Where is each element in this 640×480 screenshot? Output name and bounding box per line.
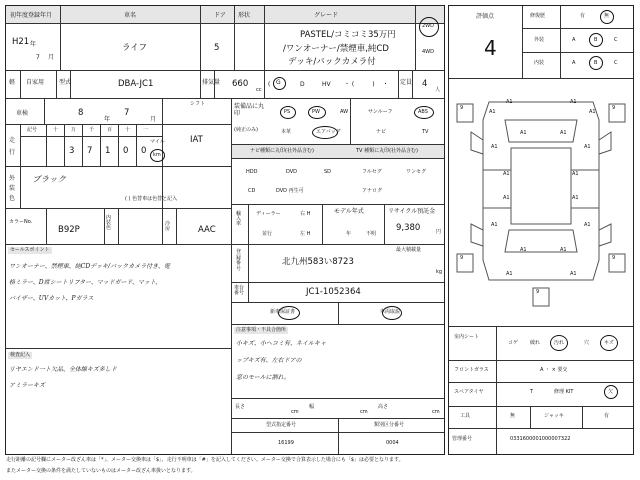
category-no-label: 類別区分番号: [374, 422, 405, 428]
grade-line-1: PASTEL/コミコミ35万円: [300, 30, 396, 40]
jack-value: 有: [604, 413, 610, 419]
fuel-g: G: [276, 79, 281, 86]
mark-a1-17: A1: [506, 271, 513, 277]
mark-a1-15: A1: [520, 247, 527, 253]
width-unit: cm: [360, 409, 368, 415]
small-car-label: 軽: [9, 79, 16, 86]
new-car-warranty: 新車保証書: [270, 309, 296, 315]
seat-opt-stain: 汚れ: [554, 340, 565, 346]
tv-analog: アナログ: [362, 188, 383, 194]
mark-a1-7: A1: [491, 144, 498, 150]
height-unit: cm: [432, 409, 440, 415]
inspection-month-unit: 月: [150, 116, 157, 123]
ac-value: AAC: [198, 225, 216, 235]
mileage-header-1: 一: [143, 127, 149, 133]
recycle-label: リサイクル預託金: [388, 208, 436, 215]
interior-eval-label: 内装: [534, 60, 545, 66]
nav-hdd: HDD: [246, 169, 258, 175]
import-dealer: ディーラー: [256, 211, 281, 217]
designation-value: 16199: [278, 440, 294, 446]
equip-nav: ナビ: [376, 129, 387, 135]
manual-label: 車両取説: [380, 309, 401, 315]
mark-a1-2: A1: [570, 99, 577, 105]
seat-opt-tear: 破れ: [530, 340, 541, 346]
length-label: 長さ: [235, 404, 246, 410]
mileage-header-10m: 十: [53, 127, 59, 133]
seat-opt-hole: 穴: [584, 340, 590, 346]
mileage-label-2: 行: [9, 149, 16, 156]
inspection-month: 7: [124, 108, 130, 118]
shift-label: シフト: [190, 101, 206, 107]
displacement-unit: cc: [256, 87, 262, 93]
mileage-digit-1k: 7: [87, 146, 93, 156]
shift-value: IAT: [190, 135, 203, 145]
repair-yes: 有: [580, 13, 586, 19]
interior-grade-c: C: [614, 60, 618, 66]
chassis-value: JC1-1052364: [306, 287, 361, 297]
first-reg-month: 7: [36, 54, 40, 61]
sales-line-3: バイザー、UVカット、Pガラス: [9, 295, 94, 302]
mileage-digit-1: 0: [141, 146, 147, 156]
exterior-eval-label: 外装: [534, 37, 545, 43]
registration-label: 登録番号: [236, 249, 242, 272]
equip-abs: ABS: [418, 109, 428, 115]
mark-a1-3: A1: [489, 109, 496, 115]
drive-4wd: 4WD: [422, 49, 434, 55]
mark-a1-8: A1: [584, 144, 591, 150]
nav-dvd: DVD: [286, 169, 298, 175]
first-reg-month-unit: 月: [48, 54, 55, 61]
mark-a1-16: A1: [560, 247, 567, 253]
registration-plate: 北九州583い8723: [282, 257, 354, 267]
seat-opt-scratch: キズ: [604, 340, 614, 346]
exterior-label-2: 装: [9, 185, 16, 192]
mileage-unit-km: km: [153, 152, 161, 158]
notes-label: 注意事項・不具合箇所: [236, 327, 287, 333]
equip-leather: 本革: [281, 129, 292, 135]
import-parallel: 並行: [262, 231, 273, 237]
interior-grade-a: A: [572, 60, 576, 66]
inspector-label: 検査記入: [10, 352, 31, 358]
mark-a1-11: A1: [503, 195, 510, 201]
car-name: ライフ: [122, 43, 147, 53]
notes-line-2: ップキズ有、左右ドアの: [236, 357, 302, 364]
equip-ps: PS: [284, 109, 291, 115]
model-year-label: モデル年式: [334, 208, 364, 215]
exterior-grade-b: B: [594, 37, 598, 43]
fuel-other: ・ ( ) ・: [344, 81, 389, 88]
tv-oneseg: ワンセグ: [406, 169, 427, 175]
exterior-note: ( ) 色替車は色替と記入: [125, 196, 178, 202]
windshield-options: A ・ × 要交: [540, 367, 568, 373]
model-year-unit: 年: [346, 231, 352, 237]
displacement-label: 排気量: [202, 79, 221, 86]
type-label: 型式: [59, 79, 72, 86]
ac-label: 冷房: [165, 221, 171, 232]
spare-opt-t: T: [530, 389, 534, 395]
equip-pw: PW: [312, 109, 320, 115]
mileage-digit-10: 0: [123, 146, 129, 156]
management-label: 管理番号: [452, 436, 473, 442]
length-unit: cm: [291, 409, 299, 415]
max-load-label: 最大積載量: [396, 247, 422, 253]
tire-label-fl: 9: [460, 105, 464, 111]
tv-label: TV 種類に丸印(社外品含む): [356, 148, 418, 154]
mileage-header-10k: 万: [71, 127, 77, 133]
mark-a1-10: A1: [572, 171, 579, 177]
max-load-unit: kg: [436, 269, 443, 275]
exterior-color: ブラック: [32, 175, 66, 185]
nav-label: ナビ種類に丸印(社外品含む): [250, 148, 314, 154]
equipment-label: 装備品に丸印: [234, 103, 265, 117]
width-label: 幅: [309, 404, 315, 410]
model-year-unknown: 不明: [366, 231, 377, 237]
designation-label: 型式指定番号: [266, 422, 297, 428]
mileage-header-100: 百: [107, 127, 113, 133]
spare-label: スペアタイヤ: [454, 389, 484, 395]
interior-color-label: 内装色: [106, 215, 112, 231]
notes-line-1: 小キズ、小ヘコミ有、ネイルキャ: [236, 340, 326, 347]
mark-a1-12: A1: [572, 195, 579, 201]
inspector-line-2: アミラーキズ: [9, 382, 45, 389]
tools-label: 工具: [460, 413, 471, 419]
inspection-year: 8: [78, 108, 84, 118]
jack-label: ジャッキ: [544, 413, 564, 419]
first-reg-label: 初年度登録年月: [10, 12, 53, 19]
mark-a1-4: A1: [589, 109, 596, 115]
mileage-header-1k: 千: [89, 127, 95, 133]
mark-a1-6: A1: [560, 130, 567, 136]
spare-opt-kit: 修理 KIT: [554, 389, 574, 395]
fuel-d: D: [300, 81, 305, 88]
first-reg-year-unit: 年: [30, 41, 37, 48]
windshield-label: フロントガラス: [454, 367, 489, 373]
recycle-value: 9,380: [396, 223, 421, 233]
inspection-year-unit: 年: [104, 116, 111, 123]
vehicle-diagram: [449, 80, 633, 324]
sales-line-1: ワンオーナー、禁煙車、純CDデッキ/バックカメラ付き、電: [9, 263, 170, 270]
displacement-value: 660: [232, 79, 249, 89]
mark-a1-1: A1: [506, 99, 513, 105]
doors-label: ドア: [214, 12, 226, 19]
mileage-label-1: 走: [9, 137, 16, 144]
car-name-label: 車名: [124, 12, 137, 19]
tire-label-spare: 9: [536, 289, 540, 295]
management-value: 0331600001000007322: [510, 436, 571, 442]
fuel-paren-open: (: [268, 81, 271, 88]
tire-label-rr: 9: [612, 255, 616, 261]
fuel-hv: HV: [322, 81, 331, 88]
mark-a1-18: A1: [570, 271, 577, 277]
type-value: DBA-JC1: [118, 79, 154, 89]
equip-sunroof: サンルーフ: [368, 109, 393, 115]
shape-label: 形状: [238, 12, 251, 19]
score-value: 4: [484, 36, 497, 60]
mileage-digit-100: 1: [105, 146, 111, 156]
equip-aw: AW: [340, 109, 349, 115]
exterior-grade-c: C: [614, 37, 618, 43]
mark-a1-13: A1: [491, 222, 498, 228]
sales-points-label: セールスポイント: [10, 247, 50, 253]
import-left: 左 H: [300, 231, 311, 237]
nav-sd: SD: [324, 169, 332, 175]
import-right: 右 H: [300, 211, 311, 217]
spare-opt-missing: 欠: [608, 389, 614, 395]
footer-line-1: 走行距離の記号欄にメーター改ざん車は「*」、メーター交換車は「$」、走行不明車は「#」を記入してください。メーター交換で合算表示した場合にも「$」は必要となります。: [6, 457, 404, 463]
seat-opt-burn: コゲ: [508, 340, 519, 346]
interior-grade-b: B: [594, 60, 598, 66]
height-label: 高さ: [378, 404, 389, 410]
exterior-grade-a: A: [572, 37, 576, 43]
mileage-unit-mile: マイル: [150, 139, 165, 145]
category-no-value: 0004: [386, 440, 399, 446]
recycle-unit: 円: [436, 229, 442, 235]
category-label: 自家用: [26, 79, 45, 86]
tv-fullseg: フルセグ: [362, 169, 382, 175]
tools-value: 無: [510, 413, 516, 419]
mileage-header-sign: 記号: [27, 127, 38, 133]
notes-line-3: 窓のモールに割れ。: [236, 374, 291, 381]
interior-seat-label: 室内シート: [454, 334, 480, 340]
nav-dvd-play: DVD 再生可: [276, 188, 304, 194]
footer-line-2: またメーター交換の条件を満たしていないものはメーター改ざん車扱いとなります。: [6, 468, 196, 474]
mark-a1-5: A1: [520, 130, 527, 136]
grade-line-2: /ワンオーナー/禁煙車,純CD: [283, 44, 389, 54]
mark-a1-9: A1: [503, 171, 510, 177]
equip-tv: TV: [422, 129, 429, 135]
capacity-unit: 人: [435, 87, 441, 93]
repair-no: 無: [604, 13, 610, 19]
first-reg-era: H21: [12, 37, 30, 47]
color-no-label: カラーNo.: [9, 219, 33, 225]
equipment-sublabel: (純正のみ): [234, 127, 258, 133]
tire-label-fr: 9: [612, 105, 616, 111]
repair-label: 修復歴: [530, 13, 546, 19]
inspector-line-1: リヤエンド一ト欠品、全体線キズ多しド: [9, 366, 117, 373]
equip-airbag: エアバッグ: [316, 129, 341, 135]
grade-label: グレード: [314, 12, 339, 19]
exterior-label-3: 色: [9, 195, 16, 202]
import-label: 輸入車: [236, 211, 242, 227]
drive-2wd: 2WD: [422, 23, 434, 29]
capacity-value: 4: [422, 79, 428, 89]
mileage-digit-10k: 3: [69, 146, 75, 156]
score-label: 評価点: [476, 13, 495, 20]
tire-label-rl: 9: [460, 255, 464, 261]
exterior-label-1: 外: [9, 175, 16, 182]
capacity-label: 定員: [400, 79, 413, 86]
mark-a1-14: A1: [584, 222, 591, 228]
doors-value: 5: [214, 43, 220, 53]
nav-cd: CD: [248, 188, 256, 194]
mileage-header-10: 十: [125, 127, 131, 133]
color-no-value: B92P: [58, 225, 80, 235]
sales-line-2: 格ミラー、D席シートリフター、マッドガード、マット、: [9, 279, 162, 286]
inspection-label: 車検: [16, 110, 29, 117]
grade-line-3: デッキ/バックカメラ付: [288, 57, 376, 67]
chassis-label: 車台番号: [234, 285, 245, 296]
